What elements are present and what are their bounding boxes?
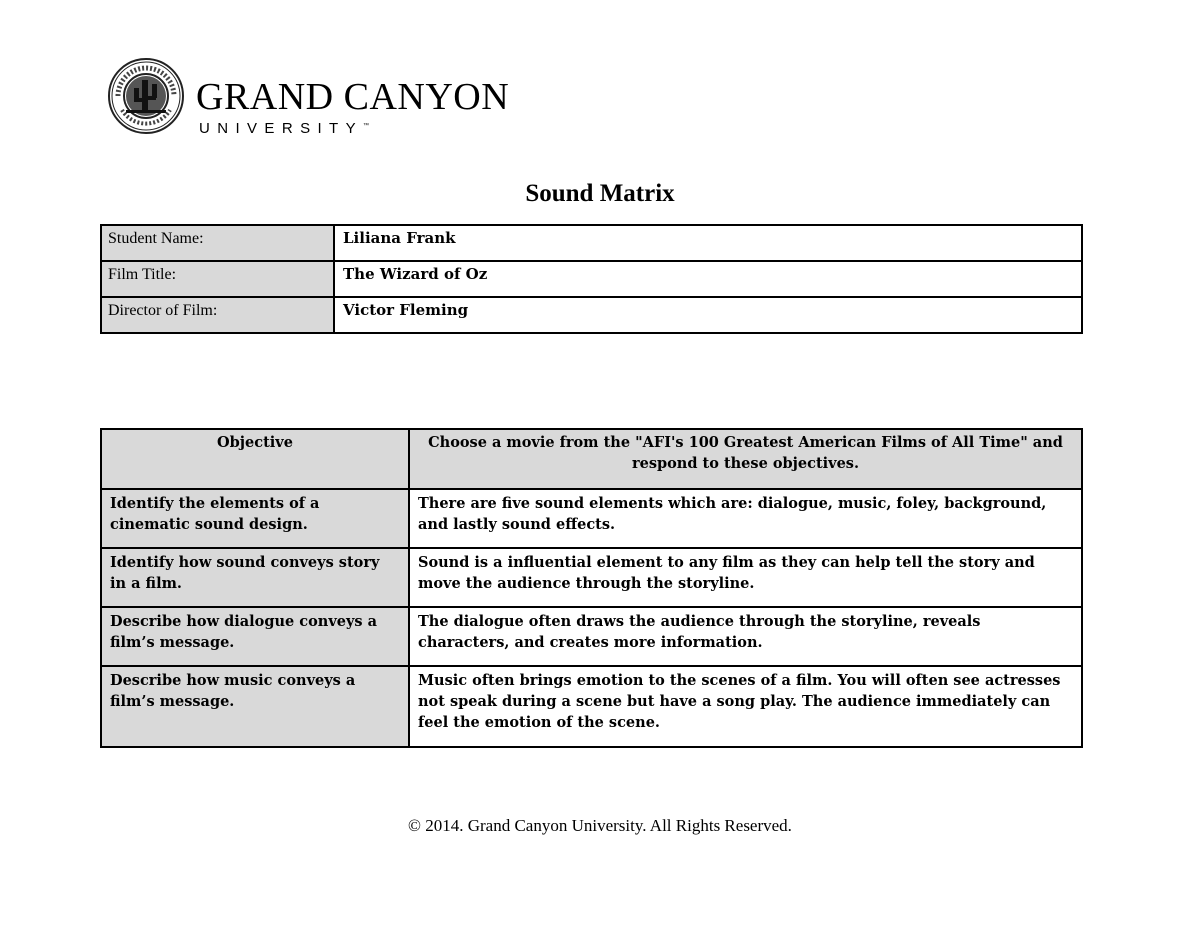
- student-info-table: [100, 224, 1083, 334]
- info-value: The Wizard of Oz: [334, 261, 1082, 297]
- page-title: Sound Matrix: [525, 180, 675, 207]
- info-row: [101, 261, 1082, 297]
- logo-name: GRAND CANYON: [196, 76, 510, 118]
- info-row: [101, 225, 1082, 261]
- objective-cell: Identify how sound conveys story in a film.: [101, 548, 409, 607]
- objective-cell: Identify the elements of a cinematic sound design.: [101, 489, 409, 548]
- table-row: [101, 548, 1082, 607]
- gcu-logo: [108, 54, 510, 138]
- table-row: [101, 489, 1082, 548]
- objective-cell: Describe how dialogue conveys a film’s message.: [101, 607, 409, 666]
- info-label: Director of Film:: [101, 297, 334, 333]
- objective-cell: Describe how music conveys a film’s message.: [101, 666, 409, 747]
- info-value: Victor Fleming: [334, 297, 1082, 333]
- objectives-table: [100, 428, 1083, 748]
- table-row: [101, 607, 1082, 666]
- info-row: [101, 297, 1082, 333]
- info-value: Liliana Frank: [334, 225, 1082, 261]
- logo-wordmark: [196, 78, 509, 137]
- column-header-objective: Objective: [101, 429, 409, 489]
- response-cell: The dialogue often draws the audience through the storyline, reveals characters, and creates more information.: [409, 607, 1082, 666]
- logo-sub-text: UNIVERSITY: [199, 120, 364, 137]
- table-header-row: [101, 429, 1082, 489]
- response-cell: There are five sound elements which are: dialogue, music, foley, background, and lastly sound effects.: [409, 489, 1082, 548]
- copyright-footer: © 2014. Grand Canyon University. All Rights Reserved.: [408, 816, 792, 835]
- column-header-response: Choose a movie from the "AFI's 100 Greatest American Films of All Time" and respond to these objectives.: [409, 429, 1082, 489]
- table-row: [101, 666, 1082, 747]
- logo-sub: [199, 120, 509, 137]
- info-label: Student Name:: [101, 225, 334, 261]
- response-cell: Music often brings emotion to the scenes of a film. You will often see actresses not speak during a scene but have a song play. The audience immediately can feel the emotion of the scene.: [409, 666, 1082, 747]
- response-cell: Sound is a influential element to any film as they can help tell the story and move the audience through the storyline.: [409, 548, 1082, 607]
- trademark: ™: [363, 123, 370, 129]
- university-seal-icon: [108, 54, 188, 138]
- info-label: Film Title:: [101, 261, 334, 297]
